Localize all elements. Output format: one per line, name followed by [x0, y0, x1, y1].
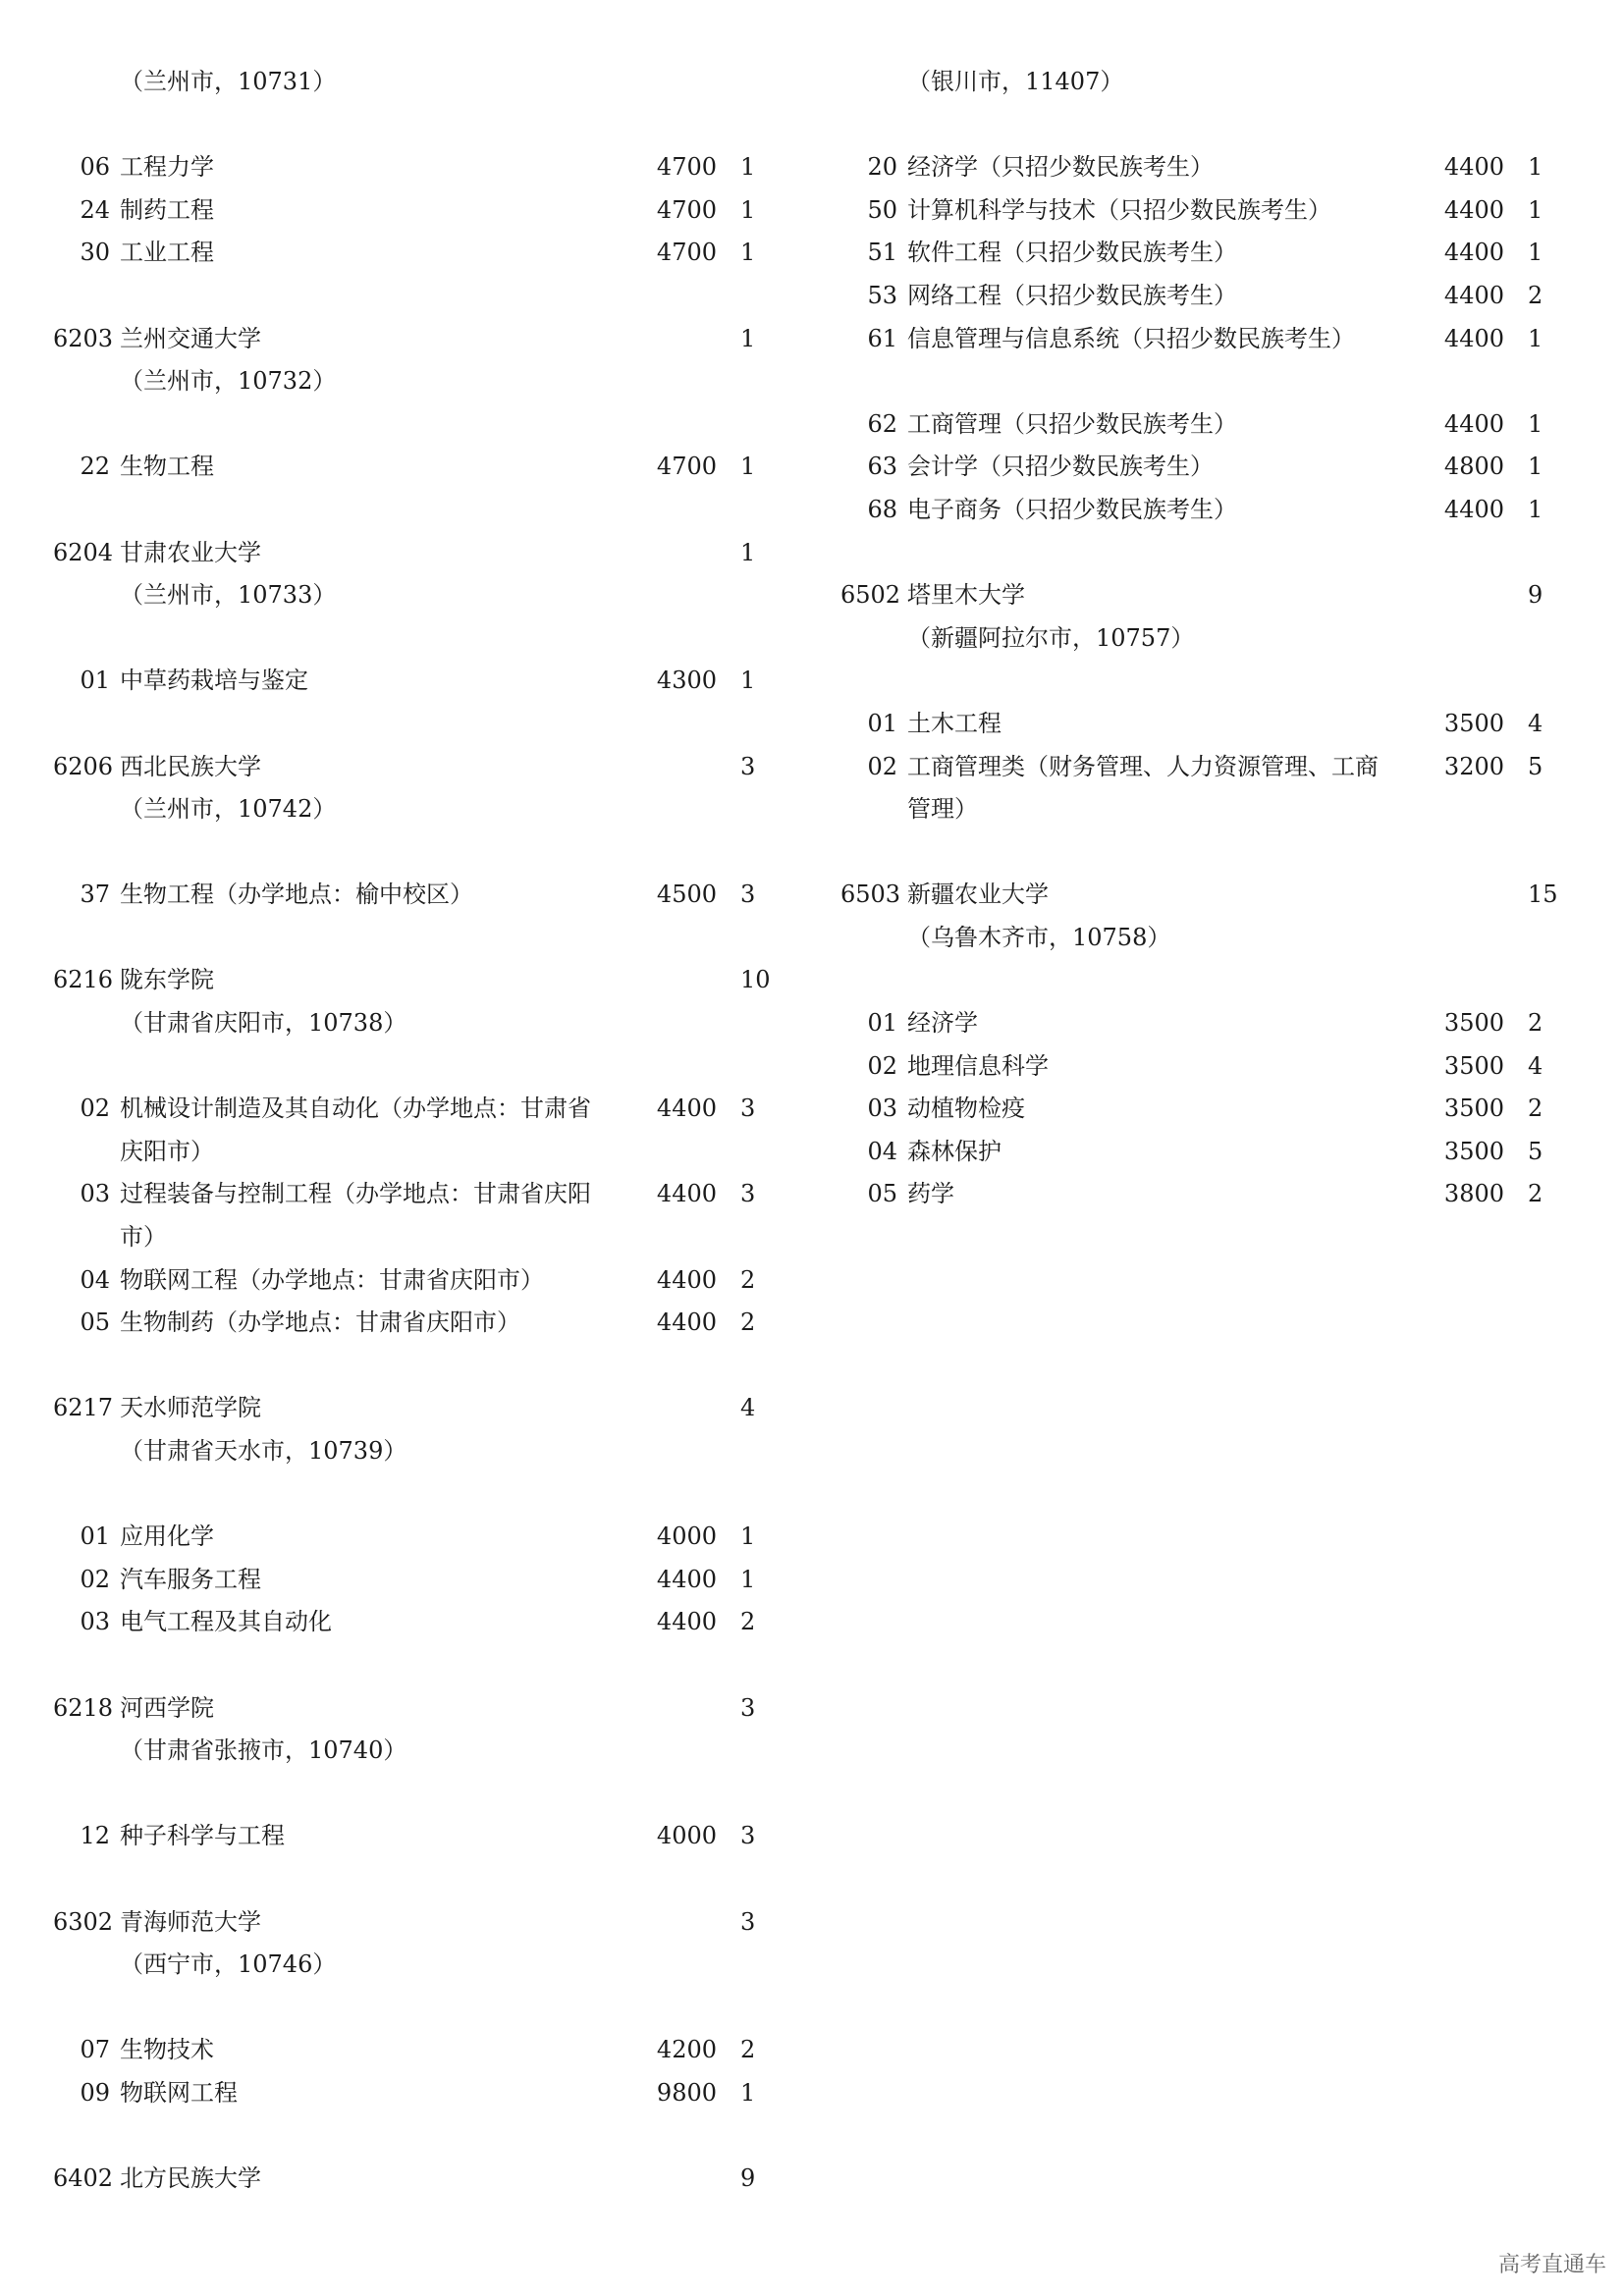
school-name: 新疆农业大学: [907, 881, 1049, 909]
major-fee: 4400: [656, 1265, 717, 1294]
major-fee: 4700: [656, 453, 717, 481]
school-city-row: [53, 1944, 799, 1987]
school-row: [53, 1387, 799, 1430]
major-code: 50: [867, 195, 897, 224]
major-fee: 4800: [1443, 453, 1504, 481]
school-city: （甘肃省天水市，10739）: [120, 1437, 407, 1465]
major-name: 森林保护: [907, 1137, 1001, 1165]
major-code: 20: [867, 153, 897, 182]
spacer: [53, 917, 799, 960]
school-count: 4: [740, 1394, 756, 1422]
major-fee: 4000: [656, 1522, 717, 1551]
major-fee: 4400: [1443, 409, 1504, 438]
major-fee: 4700: [656, 239, 717, 267]
school-city-row: [53, 574, 799, 617]
major-count: 1: [1528, 239, 1543, 267]
major-name: 电气工程及其自动化: [120, 1608, 332, 1636]
major-code: 01: [867, 1009, 897, 1038]
school-row: [53, 1901, 799, 1945]
school-name: 青海师范大学: [120, 1907, 261, 1936]
major-count: 2: [1528, 1009, 1543, 1038]
major-code: 03: [80, 1180, 110, 1208]
school-count: 1: [740, 538, 756, 566]
school-count: 1: [740, 324, 756, 352]
school-count: 9: [740, 2164, 756, 2193]
major-count: 1: [740, 195, 756, 224]
major-code: 01: [80, 667, 110, 695]
major-row: [53, 1516, 799, 1559]
major-code: 05: [80, 1308, 110, 1337]
major-name: 过程装备与控制工程（办学地点：甘肃省庆阳市）: [120, 1180, 591, 1252]
school-city-row: [840, 917, 1587, 960]
school-city-row: [53, 1430, 799, 1473]
major-fee: 4400: [1443, 239, 1504, 267]
school-code: 6503: [840, 881, 901, 909]
major-count: 2: [740, 1265, 756, 1294]
school-code: 6302: [53, 1907, 114, 1936]
major-row: [53, 1559, 799, 1602]
school-row: [53, 746, 799, 789]
major-name: 药学: [907, 1180, 954, 1208]
spacer: [840, 660, 1587, 703]
major-name: 会计学（只招少数民族考生）: [907, 453, 1214, 481]
major-fee: 4700: [656, 195, 717, 224]
major-count: 2: [740, 1608, 756, 1636]
major-count: 3: [740, 1180, 756, 1208]
school-count: 10: [740, 966, 771, 994]
major-fee: 4400: [1443, 324, 1504, 352]
major-name: 中草药栽培与鉴定: [120, 667, 308, 695]
major-name: 种子科学与工程: [120, 1822, 285, 1850]
major-fee: 3500: [1443, 1095, 1504, 1123]
major-name: 工商管理类（财务管理、人力资源管理、工商管理）: [907, 752, 1379, 824]
major-code: 62: [867, 409, 897, 438]
spacer: [53, 1345, 799, 1388]
major-code: 01: [867, 709, 897, 737]
school-name: 西北民族大学: [120, 752, 261, 780]
major-name: 生物制药（办学地点：甘肃省庆阳市）: [120, 1308, 520, 1337]
major-code: 37: [80, 881, 110, 909]
school-row: [53, 2158, 799, 2201]
major-count: 4: [1528, 1051, 1543, 1080]
major-name: 经济学（只招少数民族考生）: [907, 153, 1214, 182]
school-city-row: [53, 360, 799, 403]
major-count: 1: [740, 1522, 756, 1551]
major-fee: 4400: [656, 1308, 717, 1337]
spacer: [53, 489, 799, 532]
major-code: 02: [80, 1095, 110, 1123]
major-row: [53, 660, 799, 703]
major-count: 2: [740, 2036, 756, 2064]
major-code: 24: [80, 195, 110, 224]
major-row: [840, 318, 1587, 403]
major-row: [840, 1002, 1587, 1045]
spacer: [53, 1987, 799, 2030]
school-code: 6206: [53, 752, 114, 780]
major-row: [53, 1259, 799, 1303]
major-fee: 3500: [1443, 709, 1504, 737]
major-fee: 4700: [656, 153, 717, 182]
spacer: [840, 831, 1587, 875]
major-count: 1: [1528, 153, 1543, 182]
major-name: 应用化学: [120, 1522, 214, 1551]
school-city: （西宁市，10746）: [120, 1950, 337, 1979]
major-row: [53, 1815, 799, 1858]
major-row: [840, 403, 1587, 447]
left-column: [53, 61, 799, 2201]
school-row: [53, 1687, 799, 1731]
major-row: [840, 703, 1587, 746]
major-row: [53, 2072, 799, 2115]
school-row: [53, 959, 799, 1002]
major-count: 5: [1528, 1137, 1543, 1165]
school-city: （甘肃省庆阳市，10738）: [120, 1009, 407, 1038]
major-name: 生物工程（办学地点：榆中校区）: [120, 881, 473, 909]
school-row: [53, 532, 799, 575]
major-fee: 4000: [656, 1822, 717, 1850]
major-code: 01: [80, 1522, 110, 1551]
spacer: [53, 1644, 799, 1687]
major-name: 地理信息科学: [907, 1051, 1049, 1080]
major-name: 电子商务（只招少数民族考生）: [907, 495, 1237, 523]
school-code: 6204: [53, 538, 114, 566]
major-fee: 3200: [1443, 752, 1504, 780]
major-count: 2: [740, 1308, 756, 1337]
major-name: 物联网工程（办学地点：甘肃省庆阳市）: [120, 1265, 544, 1294]
major-row: [840, 489, 1587, 532]
major-count: 3: [740, 1822, 756, 1850]
school-city-row: [840, 61, 1587, 104]
major-count: 5: [1528, 752, 1543, 780]
major-name: 生物工程: [120, 453, 214, 481]
major-fee: 4400: [656, 1608, 717, 1636]
major-name: 物联网工程: [120, 2078, 238, 2107]
spacer: [53, 403, 799, 447]
school-name: 甘肃农业大学: [120, 538, 261, 566]
school-code: 6218: [53, 1693, 114, 1722]
major-row: [53, 1302, 799, 1345]
school-name: 天水师范学院: [120, 1394, 261, 1422]
major-code: 51: [867, 239, 897, 267]
major-fee: 3500: [1443, 1051, 1504, 1080]
major-code: 03: [867, 1095, 897, 1123]
major-row: [840, 1088, 1587, 1131]
major-name: 软件工程（只招少数民族考生）: [907, 239, 1237, 267]
school-name: 河西学院: [120, 1693, 214, 1722]
major-count: 1: [740, 153, 756, 182]
major-count: 2: [1528, 1095, 1543, 1123]
major-count: 1: [1528, 409, 1543, 438]
spacer: [53, 703, 799, 746]
major-count: 1: [1528, 195, 1543, 224]
major-code: 02: [867, 1051, 897, 1080]
spacer: [840, 104, 1587, 147]
right-column: [840, 61, 1587, 1216]
spacer: [840, 959, 1587, 1002]
major-row: [53, 2029, 799, 2072]
major-code: 30: [80, 239, 110, 267]
major-code: 07: [80, 2036, 110, 2064]
major-name: 动植物检疫: [907, 1095, 1025, 1123]
watermark: 高考直通车: [1497, 2253, 1606, 2277]
major-row: [53, 446, 799, 489]
school-city: （兰州市，10732）: [120, 367, 337, 396]
major-code: 61: [867, 324, 897, 352]
school-city-row: [53, 1002, 799, 1045]
major-name: 生物技术: [120, 2036, 214, 2064]
major-count: 1: [740, 2078, 756, 2107]
spacer: [53, 617, 799, 661]
major-code: 22: [80, 453, 110, 481]
major-fee: 4400: [1443, 195, 1504, 224]
school-count: 3: [740, 752, 756, 780]
major-count: 1: [1528, 495, 1543, 523]
major-row: [840, 189, 1587, 233]
major-fee: 3500: [1443, 1009, 1504, 1038]
major-count: 1: [740, 667, 756, 695]
school-code: 6203: [53, 324, 114, 352]
major-row: [840, 446, 1587, 489]
major-fee: 9800: [656, 2078, 717, 2107]
major-fee: 3500: [1443, 1137, 1504, 1165]
school-count: 3: [740, 1693, 756, 1722]
major-name: 经济学: [907, 1009, 978, 1038]
major-code: 02: [80, 1565, 110, 1593]
spacer: [53, 2115, 799, 2159]
major-name: 工商管理（只招少数民族考生）: [907, 409, 1237, 438]
major-count: 3: [740, 1095, 756, 1123]
major-row: [53, 1601, 799, 1644]
school-city: （甘肃省张掖市，10740）: [120, 1736, 407, 1765]
major-fee: 4400: [656, 1180, 717, 1208]
major-name: 工程力学: [120, 153, 214, 182]
major-code: 05: [867, 1180, 897, 1208]
major-name: 信息管理与信息系统（只招少数民族考生）: [907, 324, 1355, 352]
major-name: 制药工程: [120, 195, 214, 224]
spacer: [53, 1858, 799, 1901]
major-row: [53, 189, 799, 233]
spacer: [840, 532, 1587, 575]
school-name: 陇东学院: [120, 966, 214, 994]
major-code: 03: [80, 1608, 110, 1636]
school-city-row: [53, 61, 799, 104]
spacer: [53, 104, 799, 147]
major-row: [840, 1045, 1587, 1089]
school-name: 北方民族大学: [120, 2164, 261, 2193]
major-fee: 4300: [656, 667, 717, 695]
school-row: [53, 318, 799, 361]
major-row: [840, 275, 1587, 318]
school-code: 6402: [53, 2164, 114, 2193]
major-code: 06: [80, 153, 110, 182]
school-city: （兰州市，10731）: [120, 68, 337, 95]
major-name: 汽车服务工程: [120, 1565, 261, 1593]
school-count: 9: [1528, 581, 1543, 610]
major-row: [840, 1173, 1587, 1216]
major-code: 12: [80, 1822, 110, 1850]
major-fee: 4500: [656, 881, 717, 909]
major-name: 机械设计制造及其自动化（办学地点：甘肃省庆阳市）: [120, 1095, 591, 1165]
major-count: 2: [1528, 1180, 1543, 1208]
major-name: 土木工程: [907, 709, 1001, 737]
school-name: 塔里木大学: [907, 581, 1025, 610]
school-city: （乌鲁木齐市，10758）: [907, 923, 1171, 951]
school-city: （银川市，11407）: [907, 68, 1124, 95]
school-count: 3: [740, 1907, 756, 1936]
major-count: 4: [1528, 709, 1543, 737]
major-code: 53: [867, 281, 897, 309]
school-code: 6502: [840, 581, 901, 610]
spacer: [53, 831, 799, 875]
school-name: 兰州交通大学: [120, 324, 261, 352]
school-city: （新疆阿拉尔市，10757）: [907, 623, 1195, 652]
school-city: （兰州市，10742）: [120, 795, 337, 824]
major-name: 计算机科学与技术（只招少数民族考生）: [907, 195, 1331, 224]
major-fee: 3800: [1443, 1180, 1504, 1208]
major-count: 1: [740, 239, 756, 267]
major-row: [53, 232, 799, 275]
major-count: 3: [740, 881, 756, 909]
major-row: [840, 746, 1587, 831]
school-row: [840, 874, 1587, 917]
spacer: [53, 1045, 799, 1089]
spacer: [53, 1773, 799, 1816]
school-city-row: [840, 617, 1587, 661]
major-row: [53, 146, 799, 189]
major-row: [53, 1088, 799, 1173]
major-fee: 4400: [1443, 495, 1504, 523]
major-fee: 4400: [656, 1565, 717, 1593]
major-code: 04: [80, 1265, 110, 1294]
major-code: 63: [867, 453, 897, 481]
major-fee: 4400: [1443, 153, 1504, 182]
major-row: [53, 874, 799, 917]
school-row: [840, 574, 1587, 617]
major-code: 04: [867, 1137, 897, 1165]
major-code: 02: [867, 752, 897, 780]
major-row: [840, 232, 1587, 275]
school-count: 15: [1528, 881, 1558, 909]
spacer: [53, 1473, 799, 1517]
spacer: [53, 275, 799, 318]
major-fee: 4400: [1443, 281, 1504, 309]
major-code: 68: [867, 495, 897, 523]
major-count: 1: [1528, 453, 1543, 481]
major-row: [53, 1173, 799, 1258]
school-city: （兰州市，10733）: [120, 581, 337, 610]
major-row: [840, 1131, 1587, 1174]
major-code: 09: [80, 2078, 110, 2107]
major-count: 1: [740, 453, 756, 481]
school-code: 6216: [53, 966, 114, 994]
major-name: 工业工程: [120, 239, 214, 267]
major-fee: 4400: [656, 1095, 717, 1123]
school-city-row: [53, 788, 799, 831]
major-count: 1: [740, 1565, 756, 1593]
school-code: 6217: [53, 1394, 114, 1422]
major-name: 网络工程（只招少数民族考生）: [907, 281, 1237, 309]
major-count: 2: [1528, 281, 1543, 309]
major-row: [840, 146, 1587, 189]
school-city-row: [53, 1730, 799, 1773]
major-count: 1: [1528, 324, 1543, 352]
major-fee: 4200: [656, 2036, 717, 2064]
